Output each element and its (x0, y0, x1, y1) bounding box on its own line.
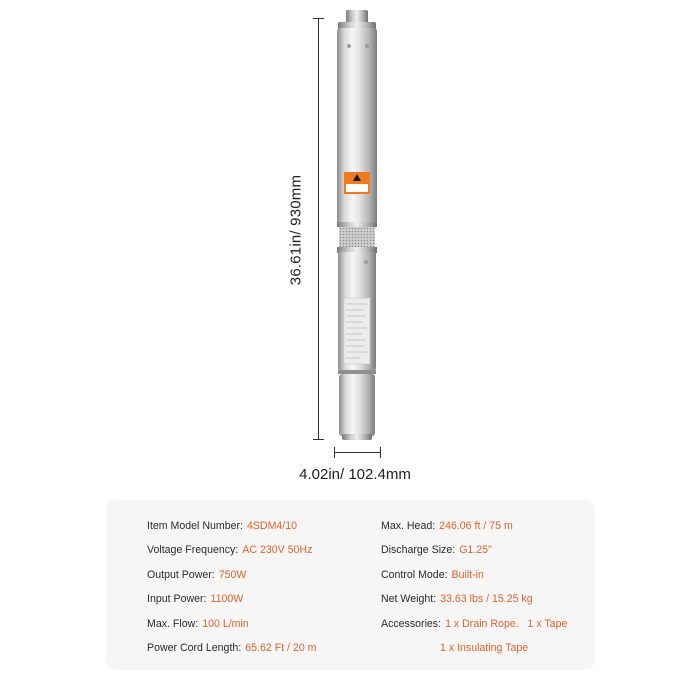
specifications-panel (106, 500, 595, 670)
spec-value: 65.62 Ft / 20 m (245, 641, 317, 654)
spec-value: AC 230V 50Hz (242, 544, 313, 557)
submersible-pump-image (330, 8, 384, 444)
spec-label: Control Mode: (381, 568, 448, 581)
spec-row-cord-length (147, 640, 316, 664)
motor-base (339, 374, 375, 436)
spec-value: G1.25" (459, 544, 492, 557)
spec-row-net-weight (381, 591, 567, 615)
spec-value: 33.63 lbs / 15.25 kg (440, 593, 533, 606)
spec-value: 750W (218, 568, 247, 581)
height-dimension-cap-bottom (313, 439, 324, 440)
spec-label: Power Cord Length: (147, 641, 242, 654)
spec-label: Net Weight: (381, 593, 437, 606)
spec-value: 1 x Insulating Tape (440, 641, 529, 654)
width-dimension-line (334, 452, 381, 453)
spec-row-model (147, 518, 316, 542)
spec-value: 4SDM4/10 (246, 520, 298, 532)
spec-label: Max. Flow: (147, 617, 199, 630)
spec-value: 1100W (210, 593, 244, 606)
spec-row-accessories (381, 616, 567, 640)
pump-body-upper (337, 28, 377, 228)
width-dimension-cap-right (380, 447, 381, 458)
spec-row-discharge-size (381, 542, 567, 566)
spec-row-max-flow (147, 616, 316, 640)
spec-value: Built-in (451, 568, 484, 581)
spec-label: Output Power: (147, 568, 215, 581)
spec-column-right (381, 518, 567, 664)
height-dimension-line (318, 18, 319, 440)
spec-row-accessories-extra (381, 640, 567, 664)
spec-value: 100 L/min (202, 617, 249, 630)
intake-mesh (339, 226, 375, 248)
spec-row-input-power (147, 591, 316, 615)
spec-label: Voltage Frequency: (147, 544, 239, 557)
motor-nameplate (344, 298, 370, 364)
discharge-fitting (346, 10, 368, 24)
spec-label: Input Power: (147, 593, 207, 606)
spec-label: Item Model Number: (147, 520, 243, 532)
height-dimension-cap-top (313, 18, 324, 19)
width-dimension-label: 4.02in/ 102.4mm (299, 466, 411, 483)
spec-row-voltage (147, 542, 316, 566)
spec-row-control-mode (381, 567, 567, 591)
spec-value: 1 x Drain Rope. 1 x Tape (445, 617, 568, 630)
width-dimension-cap-left (334, 447, 335, 458)
height-dimension-label: 36.61in/ 930mm (287, 174, 305, 286)
spec-label: Discharge Size: (381, 544, 456, 557)
spec-label: Max. Head: (381, 520, 436, 532)
spec-row-output-power (147, 567, 316, 591)
spec-label: Accessories: (381, 617, 442, 630)
spec-value: 246.06 ft / 75 m (439, 520, 513, 532)
spec-column-left (147, 518, 316, 664)
spec-row-max-head (381, 518, 567, 542)
